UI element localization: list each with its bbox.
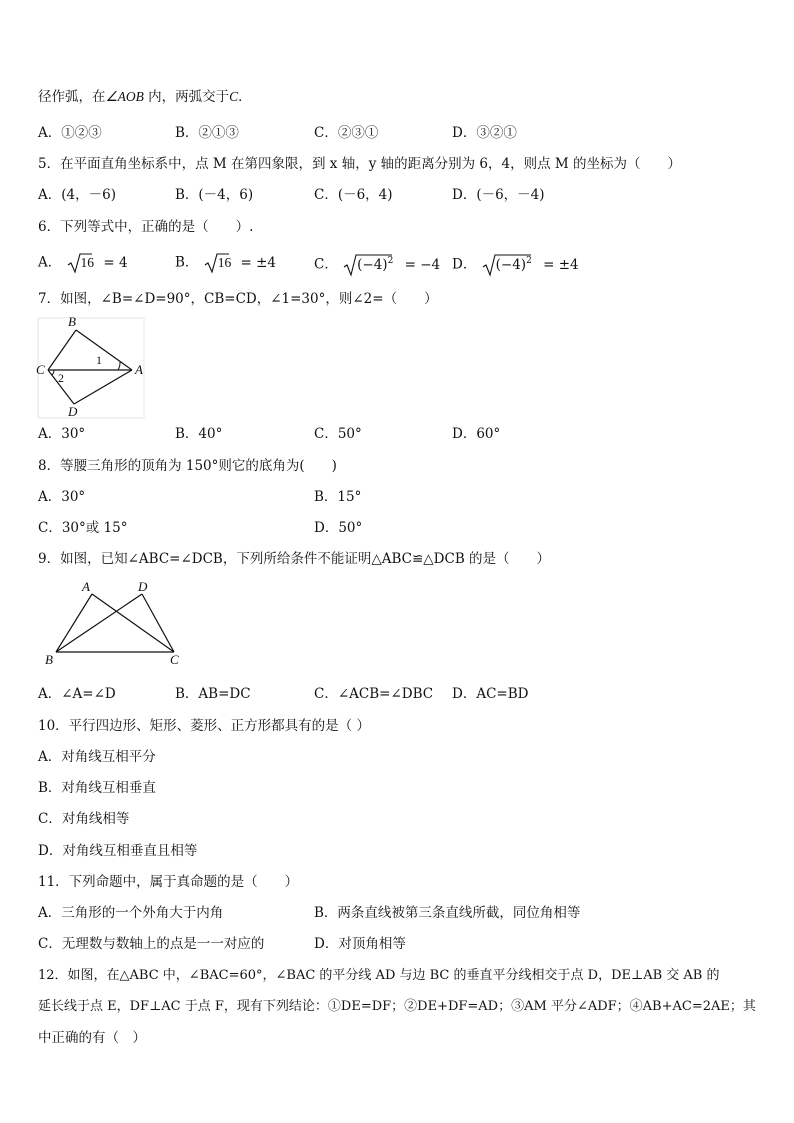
label-c: C — [170, 652, 179, 667]
label-angle-2: 2 — [58, 371, 64, 385]
label-d: D — [138, 579, 148, 594]
point-c: C — [229, 89, 239, 104]
q9-option-b: B．AB=DC — [175, 686, 251, 702]
rhs: = 4 — [103, 254, 128, 271]
q8-option-d: D．50° — [314, 520, 363, 536]
q9-figure — [40, 578, 190, 670]
text-fragment: ． — [238, 89, 252, 105]
exponent: 2 — [526, 256, 532, 266]
q6-option-d — [452, 252, 607, 276]
label-b: B — [68, 314, 76, 329]
q7-option-d: D．60° — [452, 426, 501, 442]
rhs: = −4 — [404, 256, 441, 273]
q12-line-2: 延长线于点 E，DF⊥AC 于点 F，现有下列结论：①DE=DF；②DE+DF=AD；③AM 平分∠ADF；④AB+AC=2AE；其 — [38, 999, 756, 1014]
radicand: 16 — [217, 254, 232, 270]
q11-option-d: D．对顶角相等 — [314, 936, 406, 952]
q7-figure — [34, 312, 146, 420]
exponent: 2 — [387, 256, 394, 266]
q7-stem: 7．如图，∠B=∠D=90°，CB=CD，∠1=30°，则∠2=（ ） — [38, 291, 438, 307]
q11-option-b: B．两条直线被第三条直线所截，同位角相等 — [314, 905, 581, 921]
option-prefix: B． — [175, 254, 199, 271]
q5-option-c: C．(－6，4) — [314, 187, 393, 203]
q8-option-a: A．30° — [38, 489, 86, 505]
q10-option-a: A．对角线互相平分 — [38, 749, 156, 765]
q5-stem: 5．在平面直角坐标系中，点 M 在第四象限，到 x 轴，y 轴的距离分别为 6，4，则点 M 的坐标为（ ） — [38, 156, 681, 172]
q6-option-b — [175, 252, 282, 276]
rhs: = ±4 — [240, 254, 277, 271]
label-c: C — [36, 362, 45, 377]
q4-option-c: C．②③① — [314, 125, 379, 141]
radicand: 16 — [80, 254, 95, 270]
q7-option-c: C．50° — [314, 426, 362, 442]
q4-option-d: D．③②① — [452, 125, 517, 141]
angle-aob: ∠AOB — [105, 89, 144, 104]
q6-option-c — [314, 252, 468, 276]
q8-option-c: C．30°或 15° — [38, 520, 128, 536]
q7-option-b: B．40° — [175, 426, 223, 442]
q6-option-a — [38, 252, 134, 276]
q9-option-c: C．∠ACB=∠DBC — [314, 686, 434, 702]
q12-line-3: 中正确的有（ ） — [38, 1030, 146, 1046]
q9-option-d: D．AC=BD — [452, 686, 529, 702]
q10-stem: 10．平行四边形、矩形、菱形、正方形都具有的是（ ） — [38, 718, 370, 734]
text-fragment: 径作弧，在 — [38, 89, 106, 105]
q11-option-c: C．无理数与数轴上的点是一一对应的 — [38, 936, 265, 952]
q5-option-a: A．(4，－6) — [38, 187, 116, 203]
q8-option-b: B．15° — [314, 489, 362, 505]
q9-option-a: A．∠A=∠D — [38, 686, 116, 702]
label-a: A — [135, 362, 143, 377]
q7-option-a: A．30° — [38, 426, 86, 442]
q6-stem: 6．下列等式中，正确的是（ ）. — [38, 219, 254, 235]
radicand: (−4) — [357, 256, 388, 273]
q8-stem: 8．等腰三角形的顶角为 150°则它的底角为( ) — [38, 458, 337, 474]
q12-line-1: 12．如图，在△ABC 中，∠BAC=60°，∠BAC 的平分线 AD 与边 BC 的垂直平分线相交于点 D，DE⊥AB 交 AB 的 — [38, 968, 720, 983]
option-prefix: A． — [38, 254, 62, 271]
q5-option-b: B．(－4，6) — [175, 187, 254, 203]
label-b: B — [45, 652, 53, 667]
option-prefix: C． — [314, 256, 338, 273]
q10-option-d: D．对角线互相垂直且相等 — [38, 843, 198, 859]
q10-option-b: B．对角线互相垂直 — [38, 780, 156, 796]
q4-option-a: A．①②③ — [38, 125, 102, 141]
q9-stem: 9．如图，已知∠ABC=∠DCB，下列所给条件不能证明△ABC≌△DCB 的是（ ） — [38, 551, 551, 567]
q10-option-c: C．对角线相等 — [38, 811, 130, 827]
q11-stem: 11．下列命题中，属于真命题的是（ ） — [38, 874, 299, 890]
option-prefix: D． — [452, 256, 477, 273]
label-a: A — [82, 579, 90, 594]
label-d: D — [68, 404, 78, 419]
continuation-line — [38, 88, 252, 106]
q4-option-b: B．②①③ — [175, 125, 239, 141]
rhs: = ±4 — [543, 256, 579, 273]
label-angle-1: 1 — [96, 353, 102, 367]
q5-option-d: D．(－6，－4) — [452, 187, 545, 203]
radicand: (−4) — [495, 256, 527, 273]
text-fragment: 内，两弧交于 — [143, 89, 230, 105]
q11-option-a: A．三角形的一个外角大于内角 — [38, 905, 224, 921]
